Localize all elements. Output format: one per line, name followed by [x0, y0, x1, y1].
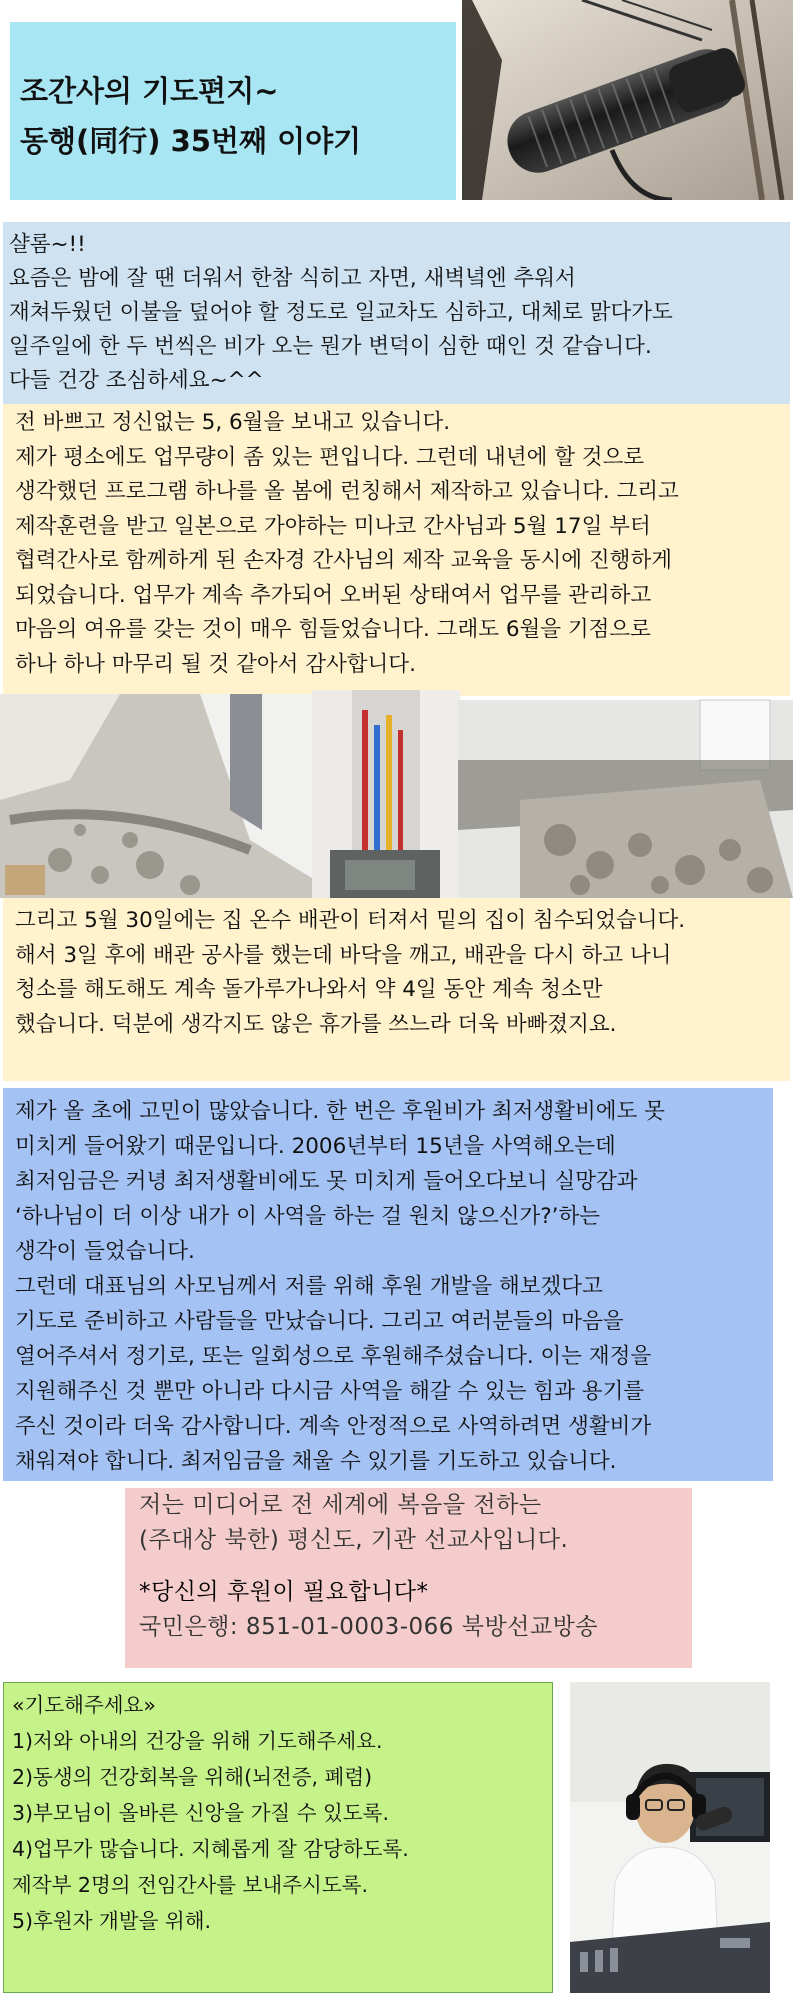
greeting-line: 일주일에 한 두 번씩은 비가 오는 뭔가 변덕이 심한 때인 것 같습니다.	[9, 334, 652, 359]
greeting-paragraph	[3, 222, 790, 404]
busy-line: 하나 하나 마무리 될 것 같아서 감사합니다.	[15, 651, 416, 677]
pipe-line: 했습니다. 덕분에 생각지도 않은 휴가를 쓰느라 더욱 바빠졌지요.	[15, 1011, 617, 1037]
pipe-line: 청소를 해도해도 계속 돌가루가나와서 약 4일 동안 계속 청소만	[15, 977, 603, 1002]
support-line: 주신 것이라 더욱 감사합니다. 계속 안정적으로 사역하려면 생활비가	[15, 1414, 652, 1439]
pipe-line: 그리고 5월 30일에는 집 온수 배관이 터져서 밑의 집이 침수되었습니다.	[15, 908, 686, 933]
busy-line: 제가 평소에도 업무량이 좀 있는 편입니다. 그런데 내년에 할 것으로	[15, 444, 645, 470]
prayer-item: 제작부 2명의 전임간사를 보내주시도록.	[12, 1873, 368, 1897]
busy-line: 되었습니다. 업무가 계속 추가되어 오버된 상태여서 업무를 관리하고	[15, 582, 652, 608]
page-title-line-2: 동행(同行) 35번째 이야기	[20, 124, 362, 158]
mission-line: (주대상 북한) 평신도, 기관 선교사입니다.	[139, 1527, 569, 1553]
pipe-line: 해서 3일 후에 배관 공사를 했는데 바닥을 깨고, 배관을 다시 하고 나니	[15, 942, 672, 968]
support-line: 최저임금은 커녕 최저생활비에도 못 미치게 들어오다보니 실망감과	[15, 1169, 638, 1194]
pipe-work-photo-2	[312, 690, 460, 898]
construction-photos	[0, 690, 793, 898]
busy-line: 제작훈련을 받고 일본으로 가야하는 미나코 간사님과 5월 17일 부터	[15, 513, 651, 539]
greeting-line: 재쳐두웠던 이불을 덮어야 할 정도로 일교차도 심하고, 대체로 맑다가도	[9, 300, 673, 325]
busy-line: 생각했던 프로그램 하나를 올 봄에 런칭해서 제작하고 있습니다. 그리고	[15, 479, 679, 504]
support-line: 지원해주신 것 뿐만 아니라 다시금 사역을 해갈 수 있는 힘과 용기를	[15, 1379, 645, 1404]
support-line: 기도로 준비하고 사람들을 만났습니다. 그리고 여러분들의 마음을	[15, 1309, 624, 1334]
support-line: 미치게 들어왔기 때문입니다. 2006년부터 15년을 사역해오는데	[15, 1134, 616, 1159]
support-line: 그런데 대표님의 사모님께서 저를 위해 후원 개발을 해보겠다고	[15, 1274, 603, 1299]
mission-line: 저는 미디어로 전 세계에 복음을 전하는	[139, 1492, 542, 1518]
studio-person-photo	[570, 1682, 770, 1993]
greeting-line: 요즘은 밤에 잘 땐 더워서 한참 식히고 자면, 새벽녘엔 추워서	[9, 266, 576, 291]
person-at-console-illustration	[570, 1682, 770, 1993]
prayer-item: 1)저와 아내의 건강을 위해 기도해주세요.	[12, 1729, 383, 1753]
prayer-item: 3)부모님이 올바른 신앙을 가질 수 있도록.	[12, 1801, 389, 1825]
construction-photo-strip	[0, 690, 793, 898]
busy-line: 마음의 여유를 갖는 것이 매우 힘들었습니다. 그래도 6월을 기점으로	[15, 617, 651, 642]
busy-line: 협력간사로 함께하게 된 손자경 간사님의 제작 교육을 동시에 진행하게	[15, 548, 672, 573]
support-paragraph	[3, 1088, 773, 1481]
prayer-item: 2)동생의 건강회복을 위해(뇌전증, 폐렴)	[12, 1765, 373, 1789]
microphone-illustration	[462, 0, 793, 200]
bank-account: 국민은행: 851-01-0003-066 북방선교방송	[139, 1614, 599, 1640]
floor-debris-photo-1	[0, 694, 315, 898]
greeting-line: 샬롬~!!	[9, 232, 86, 257]
greeting-line: 다들 건강 조심하세요~^^	[9, 368, 264, 393]
prayer-item: 5)후원자 개발을 위해.	[12, 1909, 212, 1933]
support-line: 채워져야 합니다. 최저임금을 채울 수 있기를 기도하고 있습니다.	[15, 1449, 617, 1474]
mission-box	[125, 1488, 692, 1668]
pipe-paragraph	[3, 898, 790, 1081]
prayer-item: 4)업무가 많습니다. 지혜롭게 잘 감당하도록.	[12, 1837, 409, 1861]
busy-paragraph	[3, 404, 790, 696]
support-line: 제가 올 초에 고민이 많았습니다. 한 번은 후원비가 최저생활비에도 못	[15, 1099, 665, 1124]
support-line: 생각이 들었습니다.	[15, 1239, 195, 1264]
title-box	[10, 22, 456, 200]
microphone-photo	[462, 0, 793, 200]
support-line: 열어주셔서 정기로, 또는 일회성으로 후원해주셨습니다. 이는 재정을	[15, 1344, 652, 1369]
floor-debris-photo-3	[458, 700, 793, 898]
page-title-line-1: 조간사의 기도편지~	[20, 74, 279, 108]
busy-line: 전 바쁘고 정신없는 5, 6월을 보내고 있습니다.	[15, 410, 451, 435]
support-line: ‘하나님이 더 이상 내가 이 사역을 하는 걸 원치 않으신가?’하는	[15, 1204, 601, 1229]
prayer-requests	[3, 1682, 553, 1993]
spacer	[139, 1558, 692, 1575]
prayer-heading: «기도해주세요»	[12, 1693, 156, 1717]
support-needed-text: *당신의 후원이 필요합니다*	[139, 1579, 429, 1605]
